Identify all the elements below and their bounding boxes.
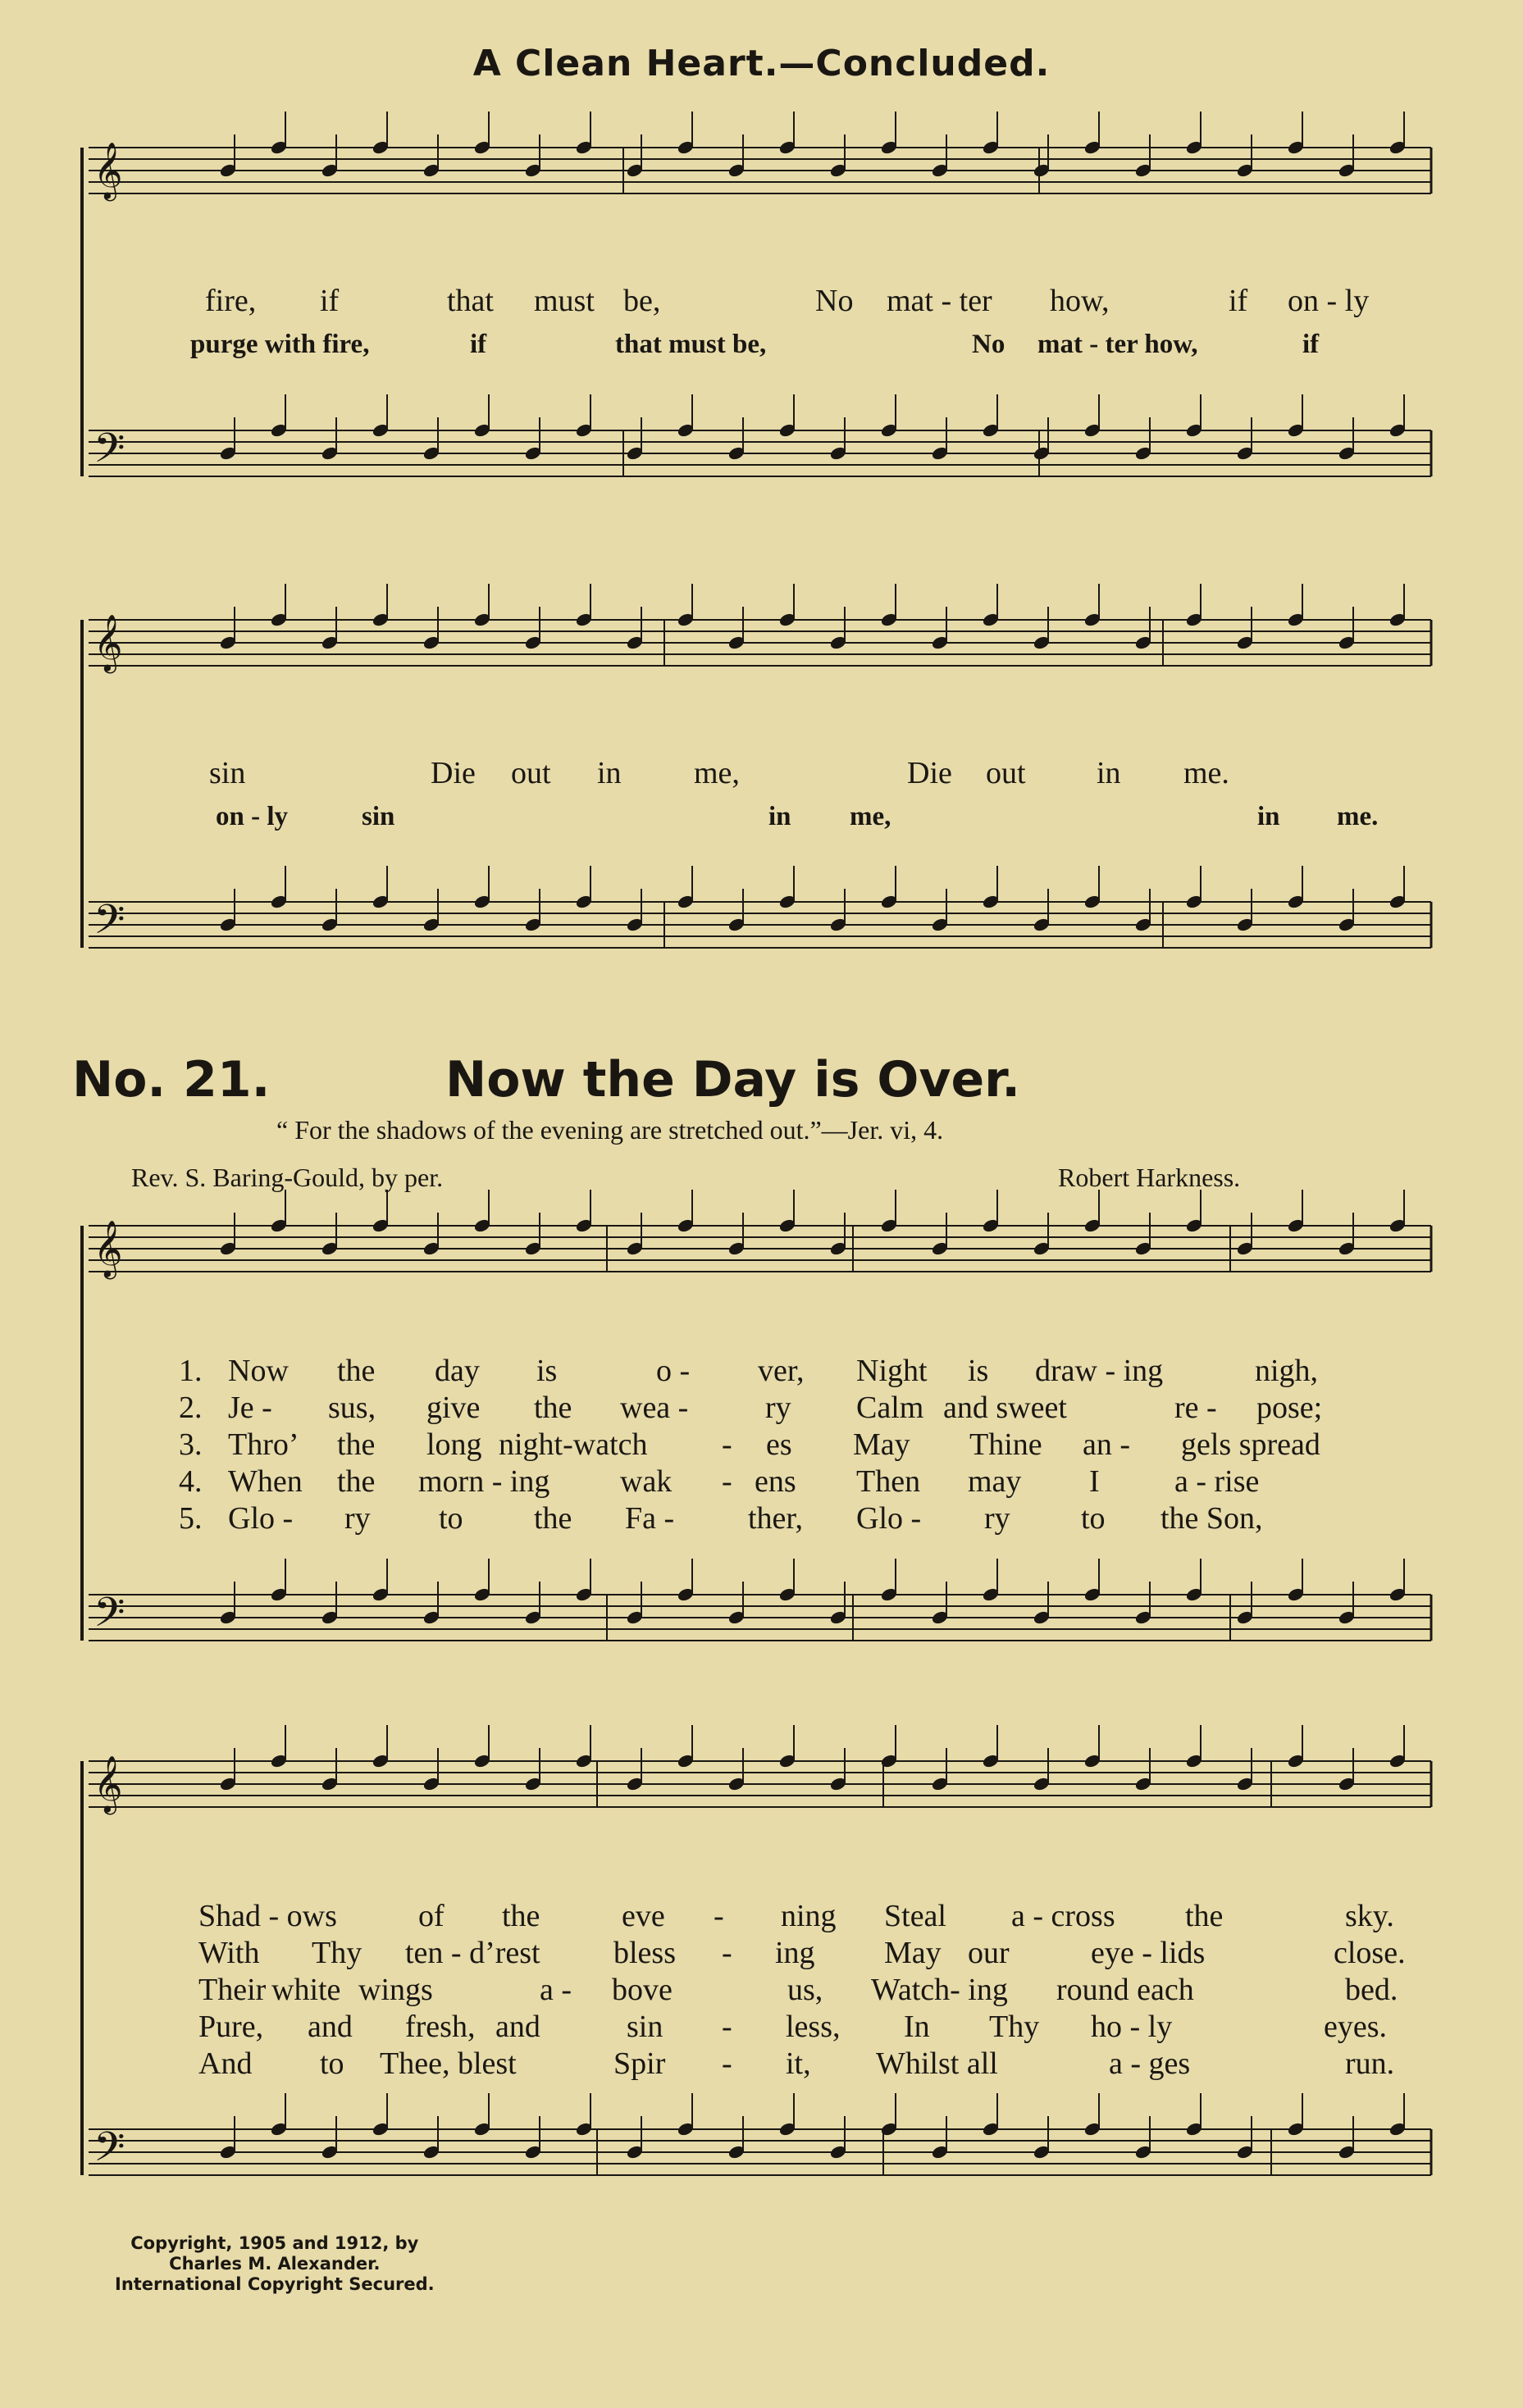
lyric: pose; (1256, 1391, 1323, 1425)
bass-clef-icon: 𝄢 (93, 896, 125, 954)
copyright-notice (115, 2233, 435, 2295)
lyric: Thy (989, 2010, 1040, 2044)
lyric: to (320, 2046, 344, 2081)
lyric: Die (907, 756, 952, 790)
lyric: Calm (856, 1391, 924, 1425)
lyric: Their (198, 1973, 267, 2007)
lyric: re - (1174, 1391, 1217, 1425)
lyric: to (1081, 1501, 1106, 1536)
lyric: bove (612, 1973, 673, 2007)
lyric: wings (358, 1973, 433, 2007)
lyric: sky. (1345, 1899, 1394, 1933)
lyric: in (597, 756, 622, 790)
lyric: sus, (328, 1391, 376, 1425)
lyric: ten - d’rest (405, 1936, 540, 1970)
verse-line (0, 1935, 1523, 1971)
lyric: Die (431, 756, 476, 790)
verse-line (0, 1500, 1523, 1536)
lyric: our (968, 1936, 1010, 1970)
lyric: the (337, 1354, 376, 1388)
lyric: that (447, 284, 494, 318)
verse-line (0, 2009, 1523, 2045)
bass-clef-icon: 𝄢 (93, 2124, 125, 2181)
lyric: Now (228, 1354, 289, 1388)
lyric: out (986, 756, 1026, 790)
lyric: and sweet (943, 1391, 1067, 1425)
lyric: Glo - (228, 1501, 294, 1536)
lyric: close. (1334, 1936, 1406, 1970)
lyric: fresh, (405, 2010, 476, 2044)
lyric: Fa - (625, 1501, 675, 1536)
lyric: ning (781, 1899, 837, 1933)
lyric: the (1185, 1899, 1224, 1933)
lyric: that must be, (615, 330, 767, 359)
treble-clef-icon: 𝄞 (93, 1755, 123, 1813)
lyric: ry (344, 1501, 371, 1536)
lyric: an - (1083, 1427, 1131, 1462)
lyric: eye - lids (1091, 1936, 1206, 1970)
lyric: may (968, 1464, 1022, 1499)
lyric: ther, (748, 1501, 804, 1536)
lyric: - (722, 1464, 732, 1499)
epigraph: “ For the shadows of the evening are stretched out.”—Jer. vi, 4. (276, 1115, 944, 1145)
lyric: Thro’ (228, 1427, 299, 1462)
lyric: o - (656, 1354, 691, 1388)
lyric: if (470, 330, 487, 359)
lyric: - (722, 1427, 732, 1462)
music-credit: Robert Harkness. (1058, 1163, 1241, 1192)
lyric: Je - (228, 1391, 272, 1425)
lyric: gels spread (1181, 1427, 1320, 1462)
words-credit: Rev. S. Baring-Gould, by per. (131, 1163, 444, 1192)
lyric: purge with fire, (190, 330, 370, 359)
lyric: if (320, 284, 340, 318)
lyric: In (904, 2010, 930, 2044)
lyric: long (426, 1427, 482, 1462)
bass-clef-icon: 𝄢 (93, 425, 125, 482)
lyric: us, (787, 1973, 823, 2007)
lyric: Thee, blest (380, 2046, 517, 2081)
lyric: Then (856, 1464, 921, 1499)
verse-line (0, 1353, 1523, 1389)
verse-line (0, 1898, 1523, 1934)
lyric: eve (622, 1899, 665, 1933)
lyric: es (766, 1427, 792, 1462)
lyric: nigh, (1255, 1354, 1319, 1388)
lyric: draw - ing (1035, 1354, 1164, 1388)
lyric: the (534, 1501, 572, 1536)
lyric: Steal (884, 1899, 946, 1933)
lyric: sin (209, 756, 246, 790)
hymn-title: Now the Day is Over. (445, 1051, 1020, 1108)
lyric: the (534, 1391, 572, 1425)
lyric: Night (856, 1354, 928, 1388)
lyric: a - cross (1011, 1899, 1115, 1933)
lyric: of (418, 1899, 445, 1933)
lyric: and (308, 2010, 353, 2044)
lyric: sin (627, 2010, 663, 2044)
lyric: in (1097, 756, 1121, 790)
verse-number: 2. (179, 1391, 203, 1425)
lyric: run. (1345, 2046, 1395, 2081)
verse-line (0, 1390, 1523, 1426)
lyric: ens (755, 1464, 796, 1499)
treble-clef-icon: 𝄞 (93, 614, 123, 671)
lyric: on - ly (1288, 284, 1370, 318)
lyric: to (439, 1501, 463, 1536)
lyric: the (337, 1464, 376, 1499)
verse-number: 5. (179, 1501, 203, 1536)
verse-line (0, 1427, 1523, 1463)
lyric: I (1089, 1464, 1100, 1499)
bass-clef-icon: 𝄢 (93, 1589, 125, 1646)
lyric: white (271, 1973, 341, 2007)
lyric: morn - ing (418, 1464, 550, 1499)
lyric: May (853, 1427, 910, 1462)
lyric: - (722, 2010, 732, 2044)
lyric: Glo - (856, 1501, 922, 1536)
lyric: in (1257, 802, 1280, 831)
lyric: When (228, 1464, 303, 1499)
lyric: ing (775, 1936, 815, 1970)
lyric: night-watch (499, 1427, 648, 1462)
lyric: wak (620, 1464, 673, 1499)
lyric: is (536, 1354, 558, 1388)
lyric: give (426, 1391, 481, 1425)
piece-title: A Clean Heart.—Concluded. (472, 43, 1051, 84)
verse-number: 3. (179, 1427, 203, 1462)
lyric: wea - (620, 1391, 689, 1425)
lyric: Thine (969, 1427, 1042, 1462)
lyric: ry (984, 1501, 1010, 1536)
lyric: the (337, 1427, 376, 1462)
lyric: if (1229, 284, 1248, 318)
lyric: me, (694, 756, 740, 790)
lyric: ver, (758, 1354, 805, 1388)
lyric: And (198, 2046, 253, 2081)
lyric: - (714, 1899, 724, 1933)
lyric: a - rise (1174, 1464, 1260, 1499)
lyric: is (968, 1354, 989, 1388)
verse-number: 1. (179, 1354, 203, 1388)
lyric: Thy (312, 1936, 363, 1970)
lyric: mat - ter how, (1037, 330, 1198, 359)
lyric: in (768, 802, 791, 831)
lyric: and (495, 2010, 540, 2044)
lyric: Watch- ing (871, 1973, 1008, 2007)
lyric: a - (540, 1973, 572, 2007)
lyric: round each (1056, 1973, 1194, 2007)
lyric: the (502, 1899, 540, 1933)
lyric: out (511, 756, 551, 790)
lyric: Spir (613, 2046, 666, 2081)
lyric: me. (1337, 802, 1379, 831)
lyric: Shad - ows (198, 1899, 337, 1933)
lyric: mat - ter (887, 284, 992, 318)
lyric: me. (1183, 756, 1229, 790)
verse-line (0, 2046, 1523, 2082)
verse-line (0, 1972, 1523, 2008)
lyric: sin (362, 802, 395, 831)
lyric: it, (786, 2046, 811, 2081)
lyric: day (435, 1354, 480, 1388)
lyric: eyes. (1324, 2010, 1388, 2044)
lyric: bed. (1345, 1973, 1398, 2007)
lyric: ho - ly (1091, 2010, 1173, 2044)
copyright-line: Charles M. Alexander. (169, 2254, 381, 2274)
lyric: bless (613, 1936, 676, 1970)
lyric: Pure, (198, 2010, 264, 2044)
lyric: No (815, 284, 854, 318)
copyright-line: International Copyright Secured. (115, 2274, 435, 2294)
lyric: With (198, 1936, 260, 1970)
lyric: if (1302, 330, 1320, 359)
treble-clef-icon: 𝄞 (93, 1220, 123, 1277)
verse-line (0, 1463, 1523, 1500)
lyric: on - ly (216, 802, 289, 831)
lyric: - (722, 2046, 732, 2081)
lyric: May (884, 1936, 942, 1970)
copyright-line: Copyright, 1905 and 1912, by (130, 2233, 419, 2253)
lyric: fire, (205, 284, 257, 318)
lyric: less, (786, 2010, 841, 2044)
lyric: me, (850, 802, 891, 831)
lyric: must (534, 284, 595, 318)
lyric: be, (623, 284, 661, 318)
lyric: - (722, 1936, 732, 1970)
lyric: No (972, 330, 1005, 359)
lyric: how, (1050, 284, 1110, 318)
lyric: a - ges (1109, 2046, 1191, 2081)
hymn-number: No. 21. (72, 1051, 271, 1108)
lyric: the Son, (1160, 1501, 1263, 1536)
treble-clef-icon: 𝄞 (93, 142, 123, 199)
verse-number: 4. (179, 1464, 203, 1499)
lyric: ry (765, 1391, 791, 1425)
lyric: Whilst all (876, 2046, 998, 2081)
